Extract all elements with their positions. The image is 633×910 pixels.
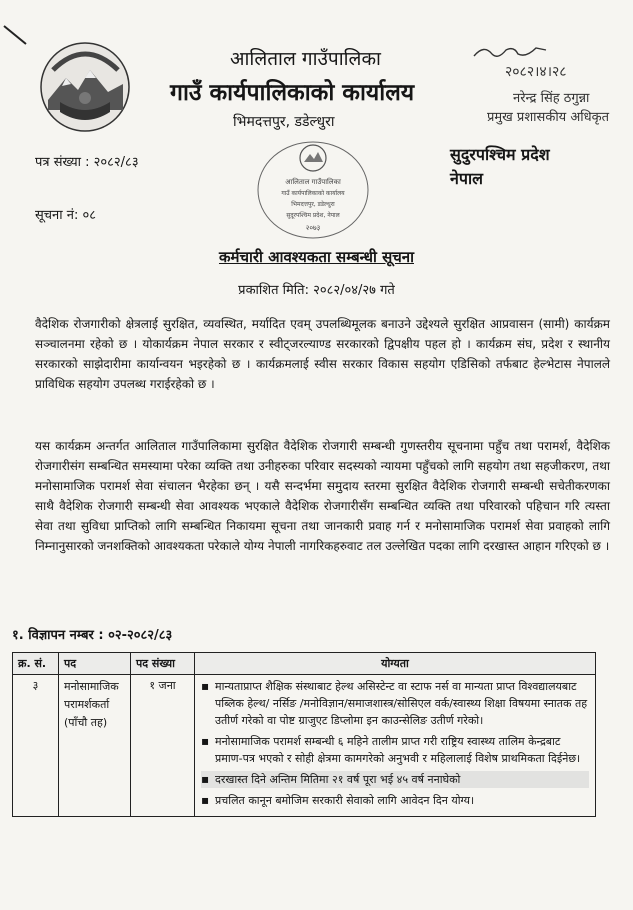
ad-number: १. विज्ञापन नम्बर : ०२-२०८२/८३ xyxy=(12,628,173,643)
notice-number: सूचना नं: ०८ xyxy=(35,208,97,223)
cell-count: १ जना xyxy=(131,675,195,817)
notice-title xyxy=(0,247,633,267)
table-header-row xyxy=(13,653,596,675)
header-qualification: योग्यता xyxy=(195,653,596,675)
seal-text-1: आलिताल गाउँपालिका xyxy=(285,178,341,186)
qualification-item: ▪ प्रचलित कानून बमोजिम सरकारी सेवाको लागि आवेदन दिन योग्य। xyxy=(201,792,589,809)
paragraph-details: यस कार्यक्रम अन्तर्गत आलिताल गाउँपालिकामा सुरक्षित वैदेशिक रोजगारी सम्बन्धी गुणस्तरीय सूचनामा पहुँच तथा परामर्श, वैदेशिक रोजगारीसंग सम्बन्धित समस्यामा परेका व्यक्ति तथा उनीहरुका परिवार सदस्यको न्यायमा पहुँचको लागि सहयोग तथा सहजीकरण, तथा मनोसामाजिक परामर्श सेवा संचालन भैरहेका छन् । यसै सन्दर्भमा समुदाय स्तरमा सुरक्षित वैदेशिक रोजगारी सम्बन्धी सचेतीकरणका साथै वैदेशिक रोजगारी सम्बन्धी सेवा आवश्यक भएकाले वैदेशिक रोजगारीसँग सम्बन्धित व्यक्ति तथा परिवारको पहिचान गरि त्यस्ता सेवा तथा सुविधा प्राप्तिको लागि सम्बन्धित निकायमा सूचना तथा जानकारी प्रवाह गर्न र मनोसामाजिक परामर्श सेवा प्रवाहको लागि निम्नानुसारको जनशक्तिको आवश्यकता परेकाले योग्य नेपाली नागरिकहरुवाट तल उल्लेखित पदका लागि दरखास्त आहान गरिएको छ । xyxy=(35,439,610,553)
header-sn: क्र. सं. xyxy=(13,653,59,675)
cell-qualifications xyxy=(195,675,596,817)
signatory-title: प्रमुख प्रशासकीय अधिकृत xyxy=(487,110,610,125)
header-count: पद संख्या xyxy=(131,653,195,675)
country-name: नेपाल xyxy=(450,169,483,188)
notice-title-text: कर्मचारी आवश्यकता सम्बन्धी सूचना xyxy=(218,248,414,266)
qualification-item: ▪ मनोसामाजिक परामर्श सम्बन्धी ६ महिने तालीम प्राप्त गरी राष्ट्रिय स्वास्थ्य तालिम केन्द्रबाट प्रमाण-पत्र भएको र सोही क्षेत्रमा कामगरेको अनुभवी र महिलालाई विशेष प्राथमिकता दिईनेछ। xyxy=(201,733,589,767)
letter-number: पत्र संख्या : २०८२/८३ xyxy=(35,155,139,170)
seal-text-5: २०७३ xyxy=(305,224,321,232)
seal-text-4: सुदूरपश्चिम प्रदेश, नेपाल xyxy=(286,212,340,219)
qualification-item: ▪ दरखास्त दिने अन्तिम मितिमा २१ वर्ष पूरा भई ४५ वर्ष ननाघेको xyxy=(201,771,589,788)
province-name: सुदुरपश्चिम प्रदेश xyxy=(450,145,550,164)
seal-text-2: गाउँ कार्यपालिकाको कार्यालय xyxy=(281,190,345,197)
vacancy-table xyxy=(12,652,596,817)
office-name: गाउँ कार्यपालिकाको कार्यालय xyxy=(170,80,415,106)
office-seal xyxy=(256,140,371,240)
signatory-name: नरेन्द्र सिंह ठगुन्ना xyxy=(513,91,590,106)
pen-mark xyxy=(0,20,30,50)
office-address: भिमदत्तपुर, डडेल्धुरा xyxy=(233,114,335,130)
paragraph-intro: वैदेशिक रोजगारीको क्षेत्रलाई सुरक्षित, व्यवस्थित, मर्यादित एवम् उपलब्धिमूलक बनाउने उद्देश्यले सुरक्षित आप्रवासन (सामी) कार्यक्रम सञ्चालनमा रहेको छ । योकार्यक्रम नेपाल सरकार र स्वीट्जरल्याण्ड सरकारको द्विपक्षीय पहल हो । कार्यक्रम संघ, प्रदेश र स्थानीय सरकारको साझेदारीमा कार्यान्वयन भइरहेको छ । कार्यक्रमलाई स्वीस सरकार विकास सहयोग एडिसिको तर्फबाट हेल्भेटास नेपालले प्राविधिक सहयोग उपलब्ध गराईरहेको छ । xyxy=(35,317,610,391)
org-name: आलिताल गाउँपालिका xyxy=(230,48,381,70)
qualification-item: ▪ मान्यताप्राप्त शैक्षिक संस्थाबाट हेल्थ असिस्टेन्ट वा स्टाफ नर्स वा मान्यता प्राप्त विश्वद्यालयबाट पब्लिक हेल्थ/ नर्सिङ /मनोविज्ञान/समाजशास्त्र/सोसिएल वर्क/स्वास्थ्य शिक्षा विषयमा स्नातक तह उतीर्ण गरेको वा पोष्ट ग्राजुएट डिप्लोमा इन काउन्सेलिङ उतीर्ण गरेको। xyxy=(201,678,589,729)
province-block xyxy=(450,143,550,191)
signature-scribble xyxy=(470,42,550,64)
header-post: पद xyxy=(59,653,131,675)
cell-post: मनोसामाजिक परामर्शकर्ता (पाँचौ तह) xyxy=(59,675,131,817)
signature-date: २०८२।४।२८ xyxy=(505,64,567,80)
cell-sn: ३ xyxy=(13,675,59,817)
seal-text-3: भिमदत्तपुर, डडेल्धुरा xyxy=(291,201,335,208)
published-date: प्रकाशित मिति: २०८२/०४/२७ गते xyxy=(238,283,395,298)
table-row xyxy=(13,675,596,817)
nepal-emblem-icon xyxy=(38,40,133,135)
